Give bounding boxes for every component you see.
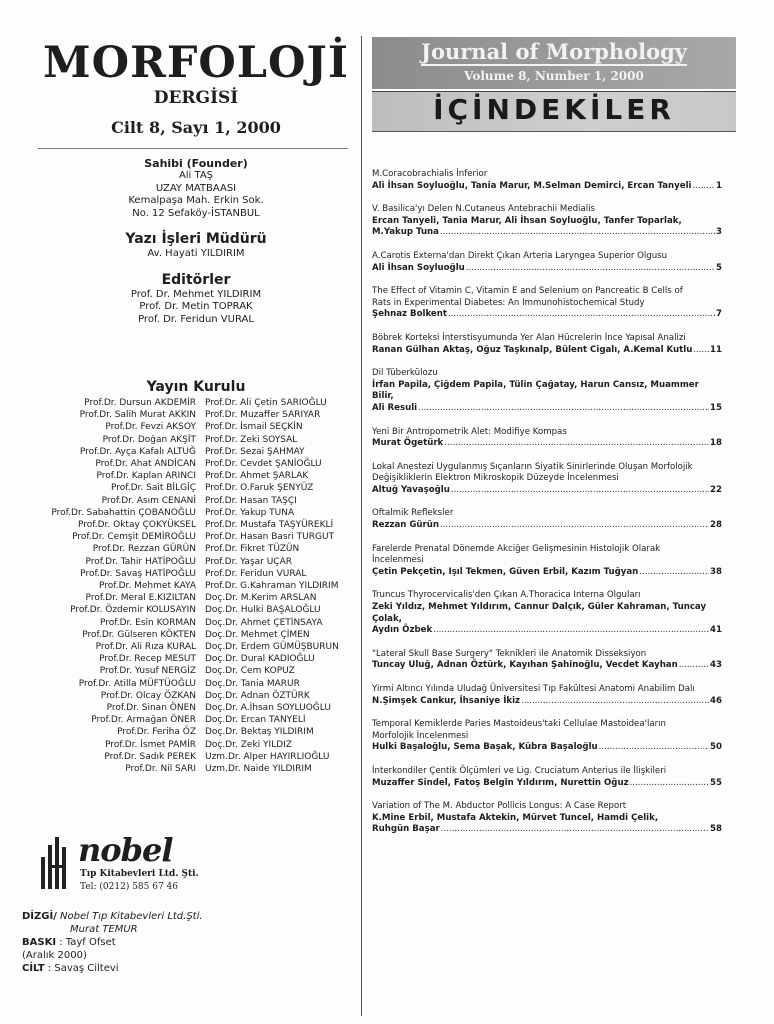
- toc-entry[interactable]: [372, 368, 722, 414]
- board-member: Prof.Dr. İsmet PAMİR: [105, 739, 196, 750]
- board-member: Prof.Dr. Feriha ÖZ: [117, 727, 196, 738]
- board-member: Prof.Dr. Yaşar UÇAR: [205, 556, 292, 567]
- board-member: Prof.Dr. Esin KORMAN: [99, 617, 196, 628]
- board-member: Doç.Dr. Zeki YILDIZ: [205, 739, 292, 750]
- print-date: (Aralık 2000): [22, 950, 87, 961]
- article-title: Değişikliklerin Elektron Mikroskopik Düzeyde İncelenmesi: [372, 473, 619, 484]
- authors-page-line: [372, 403, 722, 415]
- article-authors: Çetin Pekçetin, Işıl Tekmen, Güven Erbil, Kazım Tuğyan: [372, 566, 639, 577]
- article-title: Truncus Thyrocervicalis'den Çıkan A.Thoracica Interna Olguları: [372, 590, 641, 601]
- article-title: "Lateral Skull Base Surgery" Teknikleri ile Anatomik Disseksiyon: [372, 648, 647, 659]
- board-member: Prof.Dr. Zeki SOYSAL: [205, 434, 298, 445]
- page-number: 3: [716, 227, 722, 238]
- dot-leader: [693, 181, 716, 193]
- dot-leader: [521, 696, 709, 708]
- board-member: Doç.Dr. Dural KADIOĞLU: [205, 654, 315, 665]
- board-member: Prof.Dr. Olcay ÖZKAN: [100, 690, 196, 701]
- page-number: 43: [710, 660, 722, 671]
- board-member: Prof.Dr. Dursun AKDEMİR: [84, 398, 196, 408]
- article-title: Dil Tüberkülozu: [372, 368, 438, 379]
- board-member: Prof.Dr. Rezzan GÜRÜN: [92, 544, 196, 555]
- page-number: 38: [710, 566, 722, 577]
- dot-leader: [679, 660, 709, 672]
- article-authors: Ruhgün Başar: [372, 824, 440, 835]
- toc-entry[interactable]: [372, 801, 722, 836]
- board-member: Doç.Dr. Adnan ÖZTÜRK: [205, 690, 310, 701]
- print-label: BASKI: [22, 937, 57, 948]
- board-member: Prof.Dr. G.Kahraman YILDIRIM: [205, 581, 339, 592]
- board-member: Prof.Dr. Hasan TAŞÇI: [205, 495, 297, 506]
- toc-entry[interactable]: [372, 684, 722, 707]
- dot-leader: [440, 227, 715, 239]
- header-top-band: [372, 37, 736, 89]
- dot-leader: [451, 485, 709, 497]
- toc-entry[interactable]: [372, 766, 722, 789]
- page-number: 1: [716, 180, 722, 191]
- article-authors: Aydın Özbek: [372, 625, 433, 636]
- volume-info: Volume 8, Number 1, 2000: [464, 69, 644, 83]
- toc-entry[interactable]: [372, 719, 722, 754]
- toc-entry[interactable]: [372, 462, 722, 497]
- board-member: Prof.Dr. İsmail SEÇKİN: [205, 422, 303, 433]
- board-column-2: [205, 397, 345, 775]
- board-member: Prof.Dr. Sabahattin ÇOBANOĞLU: [51, 507, 196, 518]
- toc-entry[interactable]: [372, 169, 722, 192]
- journal-title-en-text: Journal of Morphology: [421, 39, 687, 64]
- journal-subtitle: DERGİSİ: [153, 88, 239, 108]
- dot-leader: [444, 438, 709, 450]
- publisher-company: Tıp Kitabevleri Ltd. Şti.: [80, 869, 199, 879]
- journal-header: [372, 37, 736, 130]
- article-title: Temporal Kemiklerde Paries Mastoideus'taki Cellulae Mastoidea'ların: [372, 719, 666, 730]
- managing-editor-block: [38, 230, 354, 261]
- board-member: Prof.Dr. Sait BİLGİÇ: [110, 483, 196, 494]
- article-authors: Ali İhsan Soyluoğlu, Tania Marur, M.Selman Demirci, Ercan Tanyeli: [372, 180, 692, 191]
- board-member: Prof.Dr. Ahat ANDİCAN: [95, 459, 196, 470]
- board-member: Prof.Dr. Cemşit DEMİROĞLU: [72, 532, 196, 543]
- board-member: Prof.Dr. Gülseren KÖKTEN: [82, 629, 196, 640]
- board-member: Prof.Dr. O.Faruk ŞENYÜZ: [205, 483, 314, 494]
- journal-title-en: [372, 39, 736, 64]
- publisher-logo-text: nobel: [78, 831, 173, 869]
- toc-entry[interactable]: [372, 544, 722, 579]
- board-column-1: [4, 397, 196, 775]
- article-title: Oftalmik Refleksler: [372, 508, 454, 519]
- board-member: Prof.Dr. Mustafa TAŞYÜREKLİ: [205, 520, 334, 531]
- article-authors: Muzaffer Sindel, Fatoş Belgin Yıldırım, Nurettin Oğuz: [372, 777, 629, 788]
- toc-entry[interactable]: [372, 251, 722, 274]
- article-authors: Hulki Başaloğlu, Sema Başak, Kübra Başaloğlu: [372, 742, 598, 753]
- article-authors: Tuncay Uluğ, Adnan Öztürk, Kayıhan Şahinoğlu, Vecdet Kayhan: [372, 660, 678, 671]
- page-number: 18: [710, 438, 722, 449]
- article-title: Yeni Bir Antropometrik Alet: Modifiye Kompas: [372, 426, 567, 437]
- article-title: İncelenmesi: [372, 555, 424, 566]
- authors-page-line: [372, 778, 722, 790]
- print-value: : Tayf Ofset: [59, 937, 116, 948]
- article-authors: İrfan Papila, Çiğdem Papila, Tülin Çağatay, Harun Cansız, Muammer Bilir,: [372, 379, 699, 402]
- article-authors: Ranan Gülhan Aktaş, Oğuz Taşkınalp, Bülent Cigalı, A.Kemal Kutlu: [372, 344, 693, 355]
- managing-editor-heading: Yazı İşleri Müdürü: [125, 231, 267, 247]
- board-member: Uzm.Dr. Alper HAYIRLIOĞLU: [205, 751, 330, 762]
- board-member: Prof.Dr. Nil SARI: [125, 764, 196, 775]
- founder-block: [38, 157, 354, 220]
- toc-entry[interactable]: [372, 427, 722, 450]
- authors-page-line: [372, 263, 722, 275]
- article-title: İnterkondiler Çentik Ölçümleri ve Lig. Cruciatum Anterius ile İlişkileri: [372, 765, 667, 776]
- authors-page-line: [372, 227, 722, 239]
- publisher-block: [40, 831, 280, 920]
- typesetting-value: Nobel Tıp Kitabevleri Ltd.Şti.: [60, 911, 203, 922]
- article-authors: Şehnaz Bolkent: [372, 309, 447, 320]
- binding-label: CİLT: [22, 963, 45, 974]
- editor-name: Prof. Dr. Metin TOPRAK: [139, 301, 253, 312]
- board-member: Doç.Dr. Tania MARUR: [205, 678, 300, 689]
- article-title: Morfolojik İncelenmesi: [372, 730, 469, 741]
- typesetting-label: DİZGİ/: [22, 911, 57, 922]
- board-member: Prof.Dr. Sinan ÖNEN: [106, 703, 196, 714]
- article-authors: Rezzan Gürün: [372, 520, 440, 531]
- board-member: Prof.Dr. Doğan AKŞİT: [102, 434, 196, 445]
- board-member: Doç.Dr. Cem KOPUZ: [205, 666, 295, 677]
- article-title: The Effect of Vitamin C, Vitamin E and Selenium on Pancreatic B Cells of: [372, 286, 683, 297]
- page-number: 15: [710, 402, 722, 413]
- page-number: 28: [710, 520, 722, 531]
- board-member: Doç.Dr. Erdem GÜMÜŞBURUN: [205, 642, 339, 653]
- board-member: Prof.Dr. Cevdet ŞANİOĞLU: [205, 459, 322, 470]
- page-number: 50: [710, 742, 722, 753]
- founder-line: UZAY MATBAASI: [155, 182, 237, 194]
- board-member: Prof.Dr. Ahmet ŞARLAK: [205, 471, 309, 482]
- article-authors: Ercan Tanyeli, Tania Marur, Ali İhsan Soyluoğlu, Tanfer Toparlak,: [372, 215, 682, 226]
- board-member: Prof.Dr. Yusuf NERGİZ: [99, 666, 196, 677]
- board-member: Doç.Dr. Hulki BAŞALOĞLU: [205, 605, 321, 616]
- board-member: Prof.Dr. Sadık PEREK: [104, 751, 196, 762]
- article-title: Yirmi Altıncı Yılında Uludağ Üniversitesi Tıp Fakültesi Anatomi Anabilim Dalı: [372, 684, 695, 694]
- article-title: M.Coracobrachialis İnferior: [372, 169, 488, 179]
- article-authors: M.Yakup Tuna: [372, 227, 439, 238]
- board-member: Prof.Dr. Meral E.KIZILTAN: [85, 593, 196, 604]
- article-authors: Zeki Yıldız, Mehmet Yıldırım, Cannur Dalçık, Güler Kahraman, Tuncay Çolak,: [372, 602, 707, 624]
- dot-leader: [418, 403, 709, 415]
- toc-entry[interactable]: [372, 649, 722, 672]
- column-divider: [361, 36, 362, 1016]
- toc-entry[interactable]: [372, 508, 722, 531]
- board-member: Doç.Dr. A.İhsan SOYLUOĞLU: [205, 703, 331, 714]
- article-title: Variation of The M. Abductor Pollicis Longus: A Case Report: [372, 801, 627, 812]
- dot-leader: [448, 309, 715, 321]
- masthead-divider: [38, 148, 348, 149]
- article-authors: Ali Resuli: [372, 402, 418, 413]
- founder-line: No. 12 Sefaköy-İSTANBUL: [132, 207, 260, 219]
- authors-page-line: [372, 567, 722, 579]
- board-member: Prof.Dr. Atilla MÜFTÜOĞLU: [78, 678, 196, 689]
- authors-page-line: [372, 485, 722, 497]
- founder-line: Kemalpaşa Mah. Erkin Sok.: [128, 195, 264, 206]
- page-number: 22: [710, 484, 722, 495]
- page-number: 41: [710, 625, 722, 636]
- page-number: 7: [716, 309, 722, 320]
- board-member: Prof.Dr. Asım CENANİ: [101, 495, 196, 506]
- masthead-column: [14, 40, 354, 326]
- article-title: Böbrek Korteksi İnterstisyumunda Yer Alan Hücrelerin İnce Yapısal Analizi: [372, 332, 686, 343]
- board-member: Prof.Dr. Ali Rıza KURAL: [95, 642, 196, 653]
- production-credits: [22, 910, 203, 975]
- article-title: Rats in Experimental Diabetes: An Immunohistochemical Study: [372, 297, 645, 308]
- editor-name: Prof. Dr. Mehmet YILDIRIM: [130, 288, 262, 300]
- article-title: Lokal Anestezi Uygulanmış Sıçanların Siyatik Sinirlerinde Oluşan Morfolojik: [372, 461, 693, 472]
- board-member: Prof.Dr. Ayça Kafalı ALTUĞ: [79, 446, 196, 457]
- article-title: Farelerde Prenatal Dönemde Akciğer Gelişmesinin Histolojik Olarak: [372, 543, 661, 554]
- board-member: Prof.Dr. Recep MESUT: [99, 654, 196, 665]
- dot-leader: [466, 263, 715, 275]
- toc-entry[interactable]: [372, 333, 722, 356]
- article-title: V. Basilica'yı Delen N.Cutaneus Antebrachii Medialis: [372, 204, 595, 215]
- board-member: Prof.Dr. Oktay ÇOKYÜKSEL: [77, 520, 196, 531]
- authors-page-line: [372, 438, 722, 450]
- board-member: Prof.Dr. Savaş HATİPOĞLU: [80, 568, 196, 579]
- header-bottom-band: [372, 91, 736, 132]
- board-heading: Yayın Kurulu: [146, 379, 246, 395]
- authors-page-line: [372, 181, 722, 193]
- binding-value: : Savaş Ciltevi: [47, 963, 119, 974]
- toc-entry[interactable]: [372, 590, 722, 636]
- article-authors: K.Mine Erbil, Mustafa Aktekin, Mürvet Tuncel, Hamdi Çelik,: [372, 812, 659, 823]
- dot-leader: [693, 345, 709, 357]
- authors-page-line: [372, 345, 722, 357]
- page-number: 55: [710, 777, 722, 788]
- toc-heading: İÇİNDEKİLER: [433, 93, 675, 126]
- founder-heading: Sahibi (Founder): [144, 157, 248, 170]
- page-number: 11: [710, 344, 722, 355]
- board-member: Prof.Dr. Sezai ŞAHMAY: [205, 446, 305, 457]
- publisher-phone: Tel: (0212) 585 67 46: [80, 882, 178, 892]
- managing-editor-name: Av. Hayati YILDIRIM: [147, 248, 245, 259]
- board-member: Doç.Dr. M.Kerim ARSLAN: [205, 593, 317, 604]
- authors-page-line: [372, 824, 722, 836]
- typesetter-name: Murat TEMUR: [70, 924, 138, 935]
- board-member: Prof.Dr. Feridun VURAL: [205, 568, 307, 579]
- board-member: Prof.Dr. Hasan Basri TURGUT: [205, 532, 335, 543]
- board-member: Prof.Dr. Muzaffer SARIYAR: [205, 410, 321, 421]
- editor-name: Prof. Dr. Feridun VURAL: [138, 313, 254, 325]
- page-number: 46: [710, 695, 722, 706]
- board-member: Doç.Dr. Bektaş YILDIRIM: [205, 727, 314, 738]
- dot-leader: [639, 567, 709, 579]
- board-member: Prof.Dr. Yakup TUNA: [205, 507, 295, 518]
- authors-page-line: [372, 520, 722, 532]
- dot-leader: [441, 824, 709, 836]
- toc-entry[interactable]: [372, 204, 722, 239]
- authors-page-line: [372, 660, 722, 672]
- dot-leader: [599, 742, 709, 754]
- authors-page-line: [372, 742, 722, 754]
- article-authors: N.Şimşek Cankur, İhsaniye İkiz: [372, 695, 521, 706]
- board-member: Prof.Dr. Fevzi AKSOY: [105, 422, 196, 433]
- page-number: 5: [716, 262, 722, 273]
- board-member: Prof.Dr. Salih Murat AKKIN: [79, 410, 196, 421]
- article-authors: Murat Ögetürk: [372, 438, 444, 449]
- editors-block: [38, 271, 354, 327]
- board-member: Prof.Dr. Ali Çetin SARIOĞLU: [205, 398, 327, 408]
- table-of-contents: [372, 169, 722, 848]
- board-member: Prof.Dr. Kaplan ARINCI: [96, 471, 196, 482]
- article-authors: Ali İhsan Soyluoğlu: [372, 262, 465, 273]
- dot-leader: [433, 625, 709, 637]
- toc-entry[interactable]: [372, 286, 722, 321]
- board-member: Doç.Dr. Ahmet ÇETİNSAYA: [205, 617, 323, 628]
- board-member: Prof.Dr. Mehmet KAYA: [98, 581, 196, 592]
- article-authors: Altuğ Yavaşoğlu: [372, 484, 450, 495]
- board-member: Prof.Dr. Armağan ÖNER: [91, 715, 196, 726]
- editors-heading: Editörler: [161, 271, 231, 288]
- founder-line: Ali TAŞ: [178, 170, 214, 181]
- nobel-logo-icon: [40, 835, 70, 891]
- journal-title-tr: MORFOLOJİ: [43, 38, 349, 88]
- issue-info: Cilt 8, Sayı 1, 2000: [111, 118, 281, 137]
- board-member: Prof.Dr. Tahir HATİPOĞLU: [85, 556, 196, 567]
- article-title: A.Carotis Externa'dan Direkt Çıkan Arteria Laryngea Superior Olgusu: [372, 250, 668, 261]
- board-member: Doç.Dr. Mehmet ÇİMEN: [205, 629, 310, 640]
- board-member: Uzm.Dr. Naide YILDIRIM: [205, 764, 312, 775]
- board-member: Prof.Dr. Fikret TÜZÜN: [205, 544, 300, 555]
- page-number: 58: [710, 824, 722, 835]
- authors-page-line: [372, 696, 722, 708]
- dot-leader: [440, 520, 709, 532]
- authors-page-line: [372, 625, 722, 637]
- authors-page-line: [372, 309, 722, 321]
- dot-leader: [630, 778, 709, 790]
- board-member: Prof.Dr. Özdemir KOLUSAYIN: [70, 605, 196, 616]
- board-member: Doç.Dr. Ercan TANYELİ: [205, 715, 306, 726]
